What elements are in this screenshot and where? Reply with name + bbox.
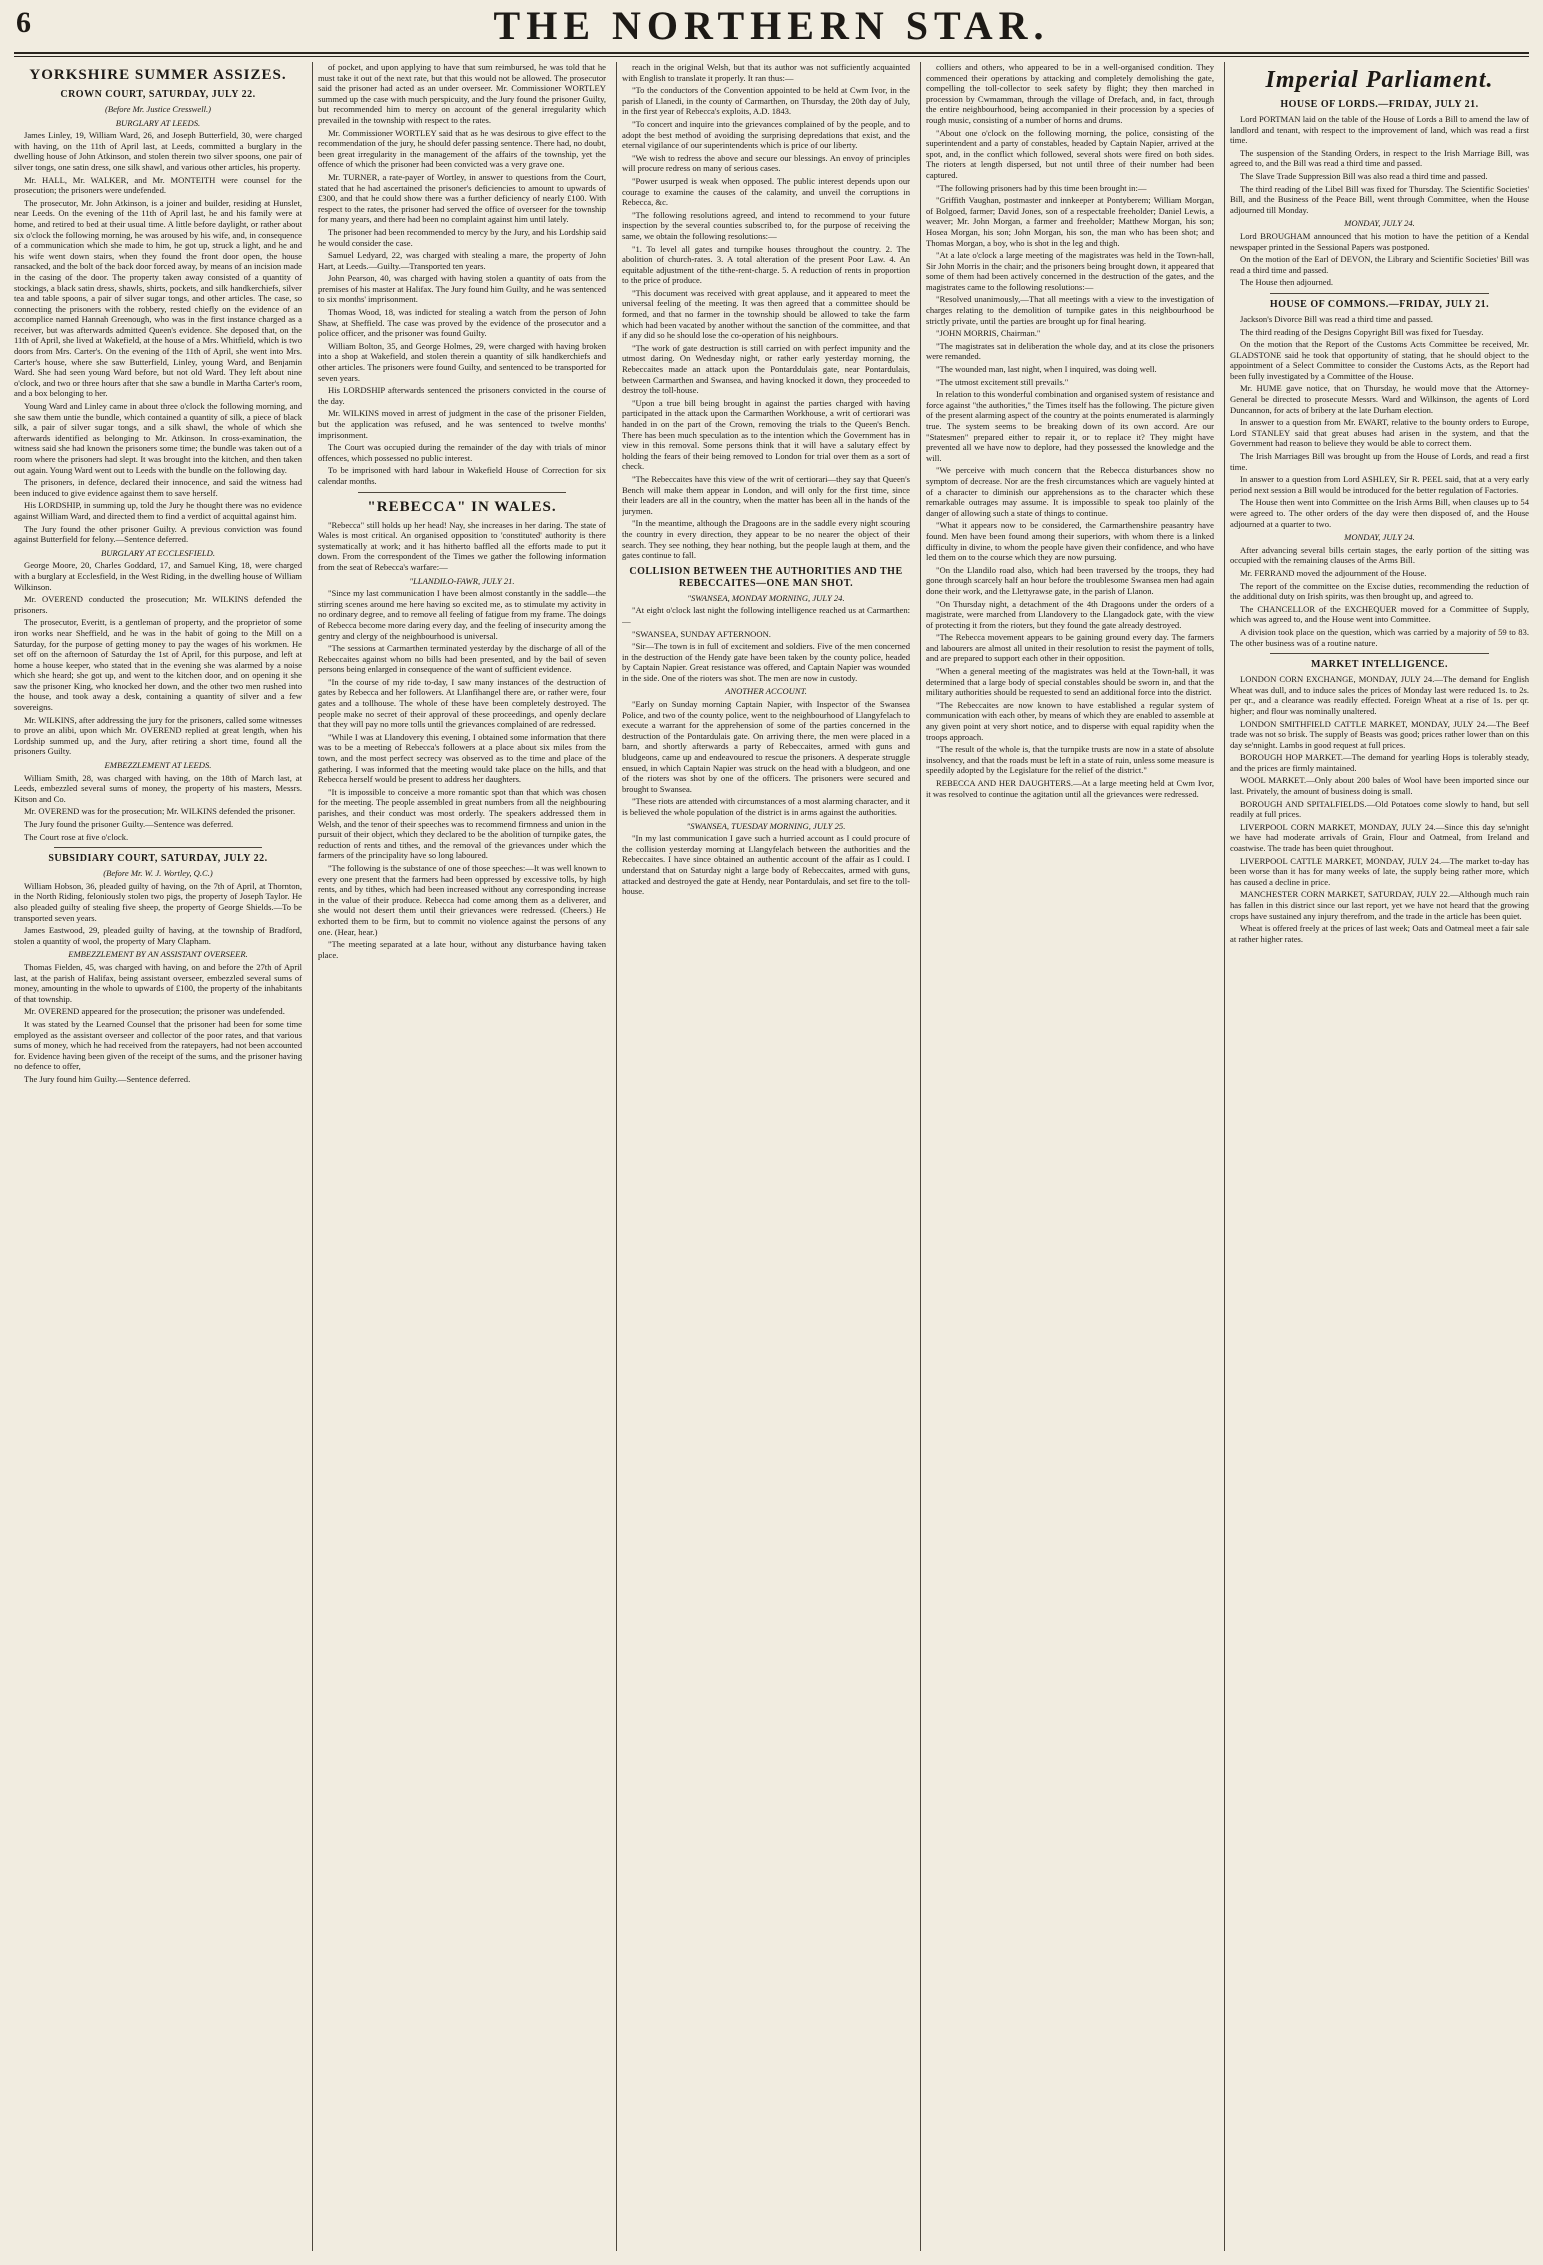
article-paragraph: Mr. HALL, Mr. WALKER, and Mr. MONTEITH were counsel for the prosecution; the prisoners were undefended.: [14, 174, 302, 196]
article-paragraph: "What it appears now to be considered, the Carmarthenshire peasantry have found. Men have been found among their superiors, with whom there is a linked difficulty in divine, to whom the people have given their confidence, and who have led them on to the course which they are now pursuing.: [926, 520, 1214, 563]
article-paragraph: "On the Llandilo road also, which had been traversed by the troops, they had gone through scarcely half an hour before the troublesome Swansea men had again done their work, and the Llettyrawse gate, in the parish of Llanon.: [926, 564, 1214, 596]
minor-heading: MONDAY, JULY 24.: [1344, 218, 1415, 229]
minor-heading: EMBEZZLEMENT AT LEEDS.: [104, 760, 212, 771]
article-paragraph: James Linley, 19, William Ward, 26, and Joseph Butterfield, 30, were charged with having, on the 11th of April last, at Leeds, committed a burglary in the dwelling house of John Atkinson, and stolen therein two silver spoons, one pair of silver tongs, one satin dress, one silk shawl, and various other articles, his property.: [14, 130, 302, 172]
column-5: [1230, 62, 1529, 2251]
article-paragraph: Mr. FERRAND moved the adjournment of the House.: [1240, 567, 1427, 578]
article-paragraph: George Moore, 20, Charles Goddard, 17, and Samuel King, 18, were charged with a burglary at Ecclesfield, in the West Riding, in the dwelling house of William Wilkinson.: [14, 560, 302, 592]
article-paragraph: colliers and others, who appeared to be in a well-organised condition. They commenced their operations by attacking and completely demolishing the gate, compelling the toll-collector to seek safety by flight; they then marched in procession by Cwmamman, through the village of Drefach, and, in fact, through the entire neighbourhood, being accompanied in their procession by a species of rough music, consisting of a number of horns and drums.: [926, 62, 1214, 125]
article-paragraph: REBECCA AND HER DAUGHTERS.—At a large meeting held at Cwm Ivor, it was resolved to continue the agitation until all the grievances were redressed.: [926, 778, 1214, 799]
article-paragraph: "About one o'clock on the following morning, the police, consisting of the superintendent and a party of constables, headed by Captain Napier, arrived at the spot, and, in the conflict which followed, several shots were fired on both sides. The rioters at length dispersed, but not until three of their number had been captured.: [926, 127, 1214, 180]
article-paragraph: Mr. OVEREND was for the prosecution; Mr. WILKINS defended the prisoner.: [24, 806, 296, 817]
article-paragraph: Mr. OVEREND appeared for the prosecution; the prisoner was undefended.: [24, 1006, 285, 1017]
article-paragraph: "The Rebeccaites are now known to have established a regular system of communication with each other, by means of which they are enabled to assemble at any given point at very short notice, and to disperse with equal rapidity when the troops approach.: [926, 699, 1214, 742]
minor-heading: BURGLARY AT ECCLESFIELD.: [100, 547, 216, 558]
subheading: HOUSE OF COMMONS.—FRIDAY, JULY 21.: [1269, 298, 1490, 310]
article-paragraph: of pocket, and upon applying to have that sum reimbursed, he was told that he must take it out of the next rate, but that this would not be allowed. The prosecutor said the prisoner had acted as an under overseer. Mr. Commissioner WORTLEY summed up the case with much perspicuity, and the Jury found the prisoner Guilty, but recommended him to mercy on account of the general irregularity which prevailed in the township with respect to the rates.: [318, 62, 606, 125]
article-paragraph: "Resolved unanimously,—That all meetings with a view to the investigation of charges relating to the demolition of turnpike gates in this neighbourhood be strictly private, until the parties are brought up for final hearing.: [926, 294, 1214, 326]
article-paragraph: Jackson's Divorce Bill was read a third time and passed.: [1240, 313, 1433, 324]
article-paragraph: His LORDSHIP, in summing up, told the Jury he thought there was no evidence against William Ward, and directed them to find a verdict of acquittal against him.: [14, 500, 302, 521]
article-paragraph: "In my last communication I gave such a hurried account as I could procure of the collision yesterday morning at Llangyfelach between the authorities and the Rebeccaites. I have since obtained an authentic account of the affair as I could. I understand that on Saturday night a large body of Rebeccaites, armed with guns, attacked and destroyed the gate at Hendy, near Pontardulais, and set fire to the toll-house.: [622, 833, 910, 897]
article-paragraph: reach in the original Welsh, but that its author was not sufficiently acquainted with English to translate it properly. It ran thus:—: [622, 62, 910, 83]
article-paragraph: In answer to a question from Mr. EWART, relative to the bounty orders to Europe, Lord STANLEY said that great abuses had arisen in the system, and that the Government had reason to believe they would be able to correct them.: [1230, 417, 1529, 449]
column-3: [622, 62, 910, 2251]
article-paragraph: The prisoner had been recommended to mercy by the Jury, and his Lordship said he would consider the case.: [318, 226, 606, 248]
column-divider: [1224, 62, 1225, 2251]
article-paragraph: The third reading of the Libel Bill was fixed for Thursday. The Scientific Societies' Bill, and the Business of the Peace Bill, went through Committee, when the House adjourned till Monday.: [1230, 183, 1529, 215]
subheading: CROWN COURT, SATURDAY, JULY 22.: [60, 89, 256, 100]
article-paragraph: "1. To level all gates and turnpike houses throughout the country. 2. The abolition of church-rates. 3. A total alteration of the present Poor Law. 4. An equitable adjustment of the tithe-rent-charge. 5. A reduction of rents in proportion to the price of produce.: [622, 243, 910, 286]
article-paragraph: Young Ward and Linley came in about three o'clock the following morning, and she saw them untie the bundle, which contained a quantity of silk, a piece of black silk, a pair of silver sugar tongs, and a silk shawl, the whole of which she afterwards identified as belonging to Mr. Atkinson. In cross-examination, the witness said she had known the prisoners some time; the bundle was taken out of a room where the prisoners had slept. It was brought into the kitchen, and then taken out again. Young Ward went out to Leeds with the bundle on the following day.: [14, 401, 302, 475]
article-paragraph: The Court was occupied during the remainder of the day with trials of minor offences, which possessed no public interest.: [318, 442, 606, 463]
article-paragraph: "While I was at Llandovery this evening, I obtained some information that there was to be a meeting of Rebecca's followers at a place about six miles from the town, and the most perfect secrecy was observed as to the time and place of the gathering. I was informed that the meeting would take place on the hills, and that Rebecca herself would be present to address her daughters.: [318, 731, 606, 785]
article-paragraph: "On Thursday night, a detachment of the 4th Dragoons under the orders of a magistrate, were marched from Llandovery to the Llangadock gate, with the view of protecting it from the rioters, but they found the gate already destroyed.: [926, 598, 1214, 630]
article-paragraph: The report of the committee on the Excise duties, recommending the reduction of the additional duty on Irish spirits, was then brought up, and agreed to.: [1230, 580, 1529, 602]
header-rule: [14, 52, 1529, 54]
article-paragraph: John Pearson, 40, was charged with having stolen a quantity of oats from the premises of his master at Halifax. The Jury found him Guilty, and he was sentenced to six months' imprisonment.: [318, 273, 606, 305]
article-paragraph: Mr. OVEREND conducted the prosecution; Mr. WILKINS defended the prisoners.: [14, 594, 302, 615]
article-paragraph: "The magistrates sat in deliberation the whole day, and at its close the prisoners were remanded.: [926, 340, 1214, 362]
article-paragraph: Samuel Ledyard, 22, was charged with stealing a mare, the property of John Hart, at Leeds.—Guilty.—Transported ten years.: [318, 250, 606, 271]
page-number: 6: [16, 6, 31, 39]
column-1: [14, 62, 302, 2251]
section-separator: [54, 847, 262, 848]
article-paragraph: "We perceive with much concern that the Rebecca disturbances show no symptom of decrease. Nor are the fresh circumstances which are vaguely hinted at of a character to diminish our apprehensions as to the character which these remarkable outrages may assume. It is impossible to speak too plainly of the danger of allowing such a state of things to continue.: [926, 465, 1214, 518]
article-paragraph: It was stated by the Learned Counsel that the prisoner had been for some time employed as the assistant overseer and collector of the poor rates, and that various sums of money, which he had received from the ratepayers, had not been accounted for. Evidence having been given of the receipt of the sums, and the prisoner having no defence to offer,: [14, 1018, 302, 1072]
minor-heading: MONDAY, JULY 24.: [1344, 532, 1415, 543]
header-rule-thin: [14, 56, 1529, 57]
article-paragraph: "It is impossible to conceive a more romantic spot than that which was chosen for the meeting. The people assembled in great numbers from all the neighbouring parishes, and their conduct was most orderly. The speakers addressed them in Welsh, and the tenor of their speeches was to recommend firmness and union in the pursuit of their object, which they declared to be the abolition of turnpike gates, the reduction of rents and tithes, and the removal of the grievances under which the farmers of the principality have so long laboured.: [318, 786, 606, 861]
article-paragraph: BOROUGH AND SPITALFIELDS.—Old Potatoes come slowly to hand, but sell readily at full prices.: [1230, 798, 1529, 820]
article-paragraph: A division took place on the question, which was carried by a majority of 59 to 83. The other business was of a routine nature.: [1230, 626, 1529, 648]
article-paragraph: BOROUGH HOP MARKET.—The demand for yearling Hops is tolerably steady, and the prices are firmly maintained.: [1230, 752, 1529, 773]
section-separator: [1270, 653, 1489, 654]
article-paragraph: William Hobson, 36, pleaded guilty of having, on the 7th of April, at Thornton, in the North Riding, feloniously stolen two pigs, the property of Joseph Taylor. He also pleaded guilty of stealing five sheep, the property of George Shields.—To be transported seven years.: [14, 880, 302, 923]
column-divider: [920, 62, 921, 2251]
article-paragraph: After advancing several bills certain stages, the early portion of the sitting was occupied with the remaining clauses of the Arms Bill.: [1230, 544, 1529, 566]
article-paragraph: "The result of the whole is, that the turnpike trusts are now in a state of absolute insolvency, and that the roads must be left in a state of ruin, unless some measure is speedily adopted by the Legislature for the relief of the district.": [926, 744, 1214, 776]
article-paragraph: Mr. HUME gave notice, that on Thursday, he would move that the Attorney-General be directed to prosecute Messrs. Ward and Wilkinson, the agents of Lord Duncannon, for acts of bribery at the late Durham election.: [1230, 383, 1529, 415]
article-paragraph: "Upon a true bill being brought in against the parties charged with having participated in the attack upon the Carmarthen Workhouse, a writ of certiorari was handed in on the part of the Crown, removing the trials to the Queen's Bench. There has been much speculation as to the intention which the Government has in view in this removal. Some persons think that it will have a salutary effect by holding the fears of their being removed to London for trial over them as a sort of check.: [622, 397, 910, 472]
article-paragraph: Lord BROUGHAM announced that his motion to have the petition of a Kendal newspaper printed in the Sessional Papers was postponed.: [1230, 230, 1529, 252]
article-paragraph: "The utmost excitement still prevails.": [936, 376, 1069, 387]
article-paragraph: LIVERPOOL CATTLE MARKET, MONDAY, JULY 24.—The market to-day has been worse than it has for many weeks of late, the supply being rather more, which has caused a decline in price.: [1230, 855, 1529, 887]
article-paragraph: The House then adjourned.: [1240, 277, 1334, 288]
article-paragraph: "Rebecca" still holds up her head! Nay, she increases in her daring. The state of Wales is most critical. An organised opposition to 'constituted' authority is there systematically at work; and it has hitherto baffled all the efforts made to put it down. From the correspondent of the Times we gather the following information from the seat of Rebecca's warfare:—: [318, 519, 606, 572]
article-paragraph: LONDON CORN EXCHANGE, MONDAY, JULY 24.—The demand for English Wheat was dull, and to induce sales the prices of Monday last were reduced 1s. to 2s. per qr., and a clearance was readily effected. Foreign Wheat at a rise of 1s. per qr. higher; and flour was nominally unaltered.: [1230, 674, 1529, 716]
article-paragraph: MANCHESTER CORN MARKET, SATURDAY, JULY 22.—Although much rain has fallen in this district since our last report, yet we have not heard that the growing crops have sustained any injury therefrom, and the trade in the article has been quiet.: [1230, 889, 1529, 921]
article-paragraph: WOOL MARKET.—Only about 200 bales of Wool have been imported since our last. Privately, the amount of business doing is small.: [1230, 775, 1529, 797]
article-paragraph: The Jury found the other prisoner Guilty. A previous conviction was found against Butterfield for felony.—Sentence deferred.: [14, 523, 302, 545]
article-paragraph: "The sessions at Carmarthen terminated yesterday by the discharge of all of the Rebeccaites against whom no bills had been presented, and by the bail of seven persons being enlarged in consequence of the want of sufficient evidence.: [318, 643, 606, 675]
article-paragraph: On the motion that the Report of the Customs Acts Committee be received, Mr. GLADSTONE said he took that opportunity of stating, that he should object to the appointment of a Select Committee to consider the Customs Acts, as the Report had been fully investigated by a Committee of the House.: [1230, 339, 1529, 381]
article-paragraph: "Sir—The town is in full of excitement and soldiers. Five of the men concerned in the destruction of the Hendy gate have been taken by the county police, headed by Captain Napier. Great resistance was offered, and Captain Napier was wounded in the side. One of the rioters was shot. The men are now in custody.: [622, 641, 910, 683]
article-paragraph: The Irish Marriages Bill was brought up from the House of Lords, and read a first time.: [1230, 451, 1529, 472]
article-paragraph: "The following prisoners had by this time been brought in:—: [936, 182, 1147, 193]
article-paragraph: William Smith, 28, was charged with having, on the 18th of March last, at Leeds, embezzled several sums of money, the property of his masters, Messrs. Kitson and Co.: [14, 772, 302, 804]
article-paragraph: The CHANCELLOR of the EXCHEQUER moved for a Committee of Supply, which was agreed to, and the House went into Committee.: [1230, 603, 1529, 625]
subheading: MARKET INTELLIGENCE.: [1310, 659, 1449, 671]
article-paragraph: LIVERPOOL CORN MARKET, MONDAY, JULY 24.—Since this day se'nnight we have had moderate arrivals of Grain, Flour and Oatmeal, from Ireland and coastwise. The trade has been quiet throughout.: [1230, 821, 1529, 854]
article-paragraph: "Since my last communication I have been almost constantly in the saddle—the stirring scenes around me here having so excited me, as to stimulate my activity in no ordinary degree, and to remove all feeling of fatigue from my frame. The doings of Rebecca become more daring every day, and the feeling of insecurity among the gentry and clergy of the neighbourhood is universal.: [318, 588, 606, 641]
article-paragraph: "The meeting separated at a late hour, without any disturbance having taken place.: [318, 939, 606, 960]
minor-heading: (Before Mr. Justice Cresswell.): [104, 104, 212, 114]
article-paragraph: The prosecutor, Everitt, is a gentleman of property, and the proprietor of some iron works near Sheffield, and he was in the habit of going to the Mill on a Saturday, for the purpose of getting money to pay the wages of his workmen. He set off on the afternoon of Saturday the 1st of April, for this purpose, and left at home a house keeper, who stated that in the evening she was alarmed by a noise which she heard; she got up, and went to the kitchen door, and on opening it she saw the prisoner King, who knocked her down, and the other two men rushed into the house, and took away a desk, containing a quantity of silver and a few sovereigns.: [14, 617, 302, 713]
article-paragraph: "In the course of my ride to-day, I saw many instances of the destruction of gates by Rebecca and her followers. At Llanfihangel there are, or rather were, four gates and a tollhouse. The whole of these have been completely destroyed. The people make no secret of their approval of these proceedings, and openly declare that they will pay no more tolls until the grievances complained of are redressed.: [318, 676, 606, 730]
article-paragraph: LONDON SMITHFIELD CATTLE MARKET, MONDAY, JULY 24.—The Beef trade was not so brisk. The supply of Beasts was good; prices rather lower than on this day se'nnight. Lambs in good request at full prices.: [1230, 718, 1529, 750]
subheading: SUBSIDIARY COURT, SATURDAY, JULY 22.: [48, 853, 268, 865]
article-paragraph: "JOHN MORRIS, Chairman.": [936, 328, 1041, 339]
article-paragraph: "At a late o'clock a large meeting of the magistrates was held in the Town-hall, Sir John Morris in the chair; and the prisoners being brought down, it appeared that some of them had been actively concerned in the destruction of the gates, and the magistrates came to the following resolutions:—: [926, 250, 1214, 292]
article-paragraph: "To the conductors of the Convention appointed to be held at Cwm Ivor, in the parish of Llanedi, in the county of Carmarthen, on Thursday, the 20th day of July, in the first year of Rebecca's exploits, A.D. 1843.: [622, 85, 910, 117]
article-paragraph: "To concert and inquire into the grievances complained of by the people, and to adopt the best method of avoiding the surprising depredations that exist, and the eternal vigilance of our superintendents which is price of our liberty.: [622, 118, 910, 151]
article-paragraph: "We wish to redress the above and secure our blessings. An envoy of principles will procure redress on many of serious cases.: [622, 152, 910, 174]
article-paragraph: Mr. TURNER, a rate-payer of Wortley, in answer to questions from the Court, stated that he had ascertained the prisoner's deficiencies to amount to upwards of £300, and that he could show there was a further deficiency of nearly £100. With respect to the rates, the prisoner had served the office of overseer for the township for many years, and there had been no complaint against him until lately.: [318, 171, 606, 225]
article-paragraph: "SWANSEA, SUNDAY AFTERNOON.: [632, 628, 771, 639]
minor-heading: "SWANSEA, MONDAY MORNING, JULY 24.: [687, 592, 845, 603]
article-paragraph: The Jury found him Guilty.—Sentence deferred.: [24, 1073, 191, 1084]
article-paragraph: In relation to this wonderful combination and organised system of resistance and force against "the authorities," the Times itself has the following. The picture given of the present alarming aspect of the country at the points enumerated is alarmingly true. The system seems to be breaking down of its own accord. Are our "Statesmen" prepared either to repair it, or to replace it? They might have prevented all we have now to deplore, had they possessed the knowledge and the will.: [926, 389, 1214, 463]
article-paragraph: To be imprisoned with hard labour in Wakefield House of Correction for six calendar months.: [318, 465, 606, 486]
article-paragraph: The suspension of the Standing Orders, in respect to the Irish Marriage Bill, was agreed to, and the Bill was read a third time and passed.: [1230, 147, 1529, 169]
article-paragraph: William Bolton, 35, and George Holmes, 29, were charged with having broken into a shop at Wakefield, and stolen therein a quantity of silk handkerchiefs and other articles. The prisoners were found Guilty, and sentenced to be transported for seven years.: [318, 340, 606, 383]
minor-heading: (Before Mr. W. J. Wortley, Q.C.): [103, 868, 213, 879]
article-paragraph: "The following resolutions agreed, and intend to recommend to your future inspection by the several counties subscribed to, for the purpose of receiving the same, we obtain the following resolutions:—: [622, 209, 910, 241]
subheading: COLLISION BETWEEN THE AUTHORITIES AND THE REBECCAITES—ONE MAN SHOT.: [629, 565, 903, 589]
section-heading: YORKSHIRE SUMMER ASSIZES.: [29, 67, 287, 83]
subheading: HOUSE OF LORDS.—FRIDAY, JULY 21.: [1280, 99, 1479, 110]
section-heading: Imperial Parliament.: [1265, 67, 1494, 93]
article-paragraph: Thomas Wood, 18, was indicted for stealing a watch from the person of John Shaw, at Sheffield. The case was proved by the evidence of the prosecutor and a police officer, and the prisoner was found Guilty.: [318, 307, 606, 339]
minor-heading: "LLANDILO-FAWR, JULY 21.: [409, 575, 515, 586]
section-separator: [358, 492, 566, 493]
article-paragraph: The third reading of the Designs Copyright Bill was fixed for Tuesday.: [1240, 326, 1484, 337]
article-paragraph: "The wounded man, last night, when I inquired, was doing well.: [936, 364, 1157, 375]
article-paragraph: Thomas Fielden, 45, was charged with having, on and before the 27th of April last, at the parish of Halifax, being assistant overseer, embezzled several sums of money, amounting in the whole to upwards of £100, the property of the inhabitants of that township.: [14, 961, 302, 1004]
article-paragraph: The Court rose at five o'clock.: [24, 831, 129, 842]
minor-heading: EMBEZZLEMENT BY AN ASSISTANT OVERSEER.: [68, 949, 248, 960]
article-paragraph: The Jury found the prisoner Guilty.—Sentence was deferred.: [24, 819, 234, 829]
article-paragraph: The Slave Trade Suppression Bill was also read a third time and passed.: [1240, 170, 1488, 181]
article-paragraph: "These riots are attended with circumstances of a most alarming character, and it is believed the whole population of the district is in arms against the authorities.: [622, 796, 910, 817]
section-separator: [1270, 293, 1489, 294]
section-heading: "REBECCA" IN WALES.: [367, 498, 557, 515]
minor-heading: ANOTHER ACCOUNT.: [725, 686, 807, 697]
article-paragraph: "The work of gate destruction is still carried on with perfect impunity and the utmost daring. On Wednesday night, or rather early yesterday morning, the Rebeccaites made an attack upon the Pontarddulais gate, near Pontardulais, between Carmarthen and Swansea, and having knocked it down, they proceeded to destroy the toll-house.: [622, 342, 910, 396]
article-paragraph: The House then went into Committee on the Irish Arms Bill, when clauses up to 54 were agreed to. The other orders of the day were then disposed of, and the House adjourned at a quarter to two.: [1230, 497, 1529, 529]
column-2: [318, 62, 606, 2251]
article-paragraph: "The following is the substance of one of those speeches:—It was well known to every one present that the farmers had been oppressed by excessive tolls, by high rents, and by tithes, which had been increased without any corresponding increase in the value of their produce. Rebecca had come among them as a deliverer, and she would not desert them until their grievances were redressed. (Cheers.) He exhorted them to be firm, but to commit no violence against the persons of any one. (Hear, hear.): [318, 862, 606, 937]
column-divider: [312, 62, 313, 2251]
column-4: [926, 62, 1214, 2251]
article-paragraph: "Griffith Vaughan, postmaster and innkeeper at Pontyberem; William Morgan, of Bolgoed, farmer; David Jones, son of a respectable freeholder; Daniel Lewis, a weaver; Mr. John Morgan, a farmer and freeholder; Matthew Morgan, his son; Hosea Morgan, his son; John Morgan, his son, the man who has been shot; and Thomas Morgan, a boy, who is shot in the leg and thigh.: [926, 195, 1214, 248]
minor-heading: BURGLARY AT LEEDS.: [115, 117, 201, 128]
column-divider: [616, 62, 617, 2251]
article-paragraph: The prisoners, in defence, declared their innocence, and said the witness had been induced to give evidence against them to save herself.: [14, 477, 302, 498]
article-paragraph: The prosecutor, Mr. John Atkinson, is a joiner and builder, residing at Hunslet, near Leeds. On the evening of the 11th of April last, he and his family were at home, and retired to bed at their usual time. A little before daylight, or rather about six o'clock the following morning, he was aroused by his wife, and, in consequence of a communication which she made to him, he got up, struck a light, and he and his wife went down stairs, when they found the front door open, the house ransacked, and the bolt of the back door forced away, by means of an incision made in the casing of the door. The property taken away consisted of a quantity of stockings, a black satin dress, shawls, shirts, pockets, and silk handkerchiefs, silver tea and table spoons, a pair of silver sugar tongs, and other articles. The case, so connecting the prisoners with the robbery, rested chiefly on the evidence of an accomplice named Hannah Greenough, who was in the first instance charged as a receiver, but was afterwards admitted Queen's evidence. She deposed that, on the 11th of April, she lived at Wakefield, at the house of a Mrs. Whitfield, which is two doors from Mrs. Carter's. On the evening of the 11th of April, she went into Mrs. Carter's house, where she saw Butterfield, Linley, young Ward, and Benjamin Ward. She had seen young Ward before, but not old Ward. They left about nine o'clock, and two or three hours after that she saw a bundle in Martha Carter's room, and a box belonging to her.: [14, 197, 302, 399]
article-paragraph: "The Rebecca movement appears to be gaining ground every day. The farmers and labourers are almost all united in their resolution to resist the payment of tolls, and are prepared to support each other in their opposition.: [926, 632, 1214, 664]
article-paragraph: "Early on Sunday morning Captain Napier, with Inspector of the Swansea Police, and two of the county police, went to the neighbourhood of Llangyfelach to execute a warrant for the apprehension of some of the parties concerned in the destruction of the Pontardulais gate. On arriving there, the men were placed in a barn, and shortly afterwards a party of Rebeccaites, armed with guns and bludgeons, came up and endeavoured to rescue the prisoners. A desperate struggle ensued, in which Captain Napier was struck on the head with a bludgeon, and one of the rioters was shot by one of the officers. The prisoners were secured and brought to Swansea.: [622, 699, 910, 794]
article-paragraph: Mr. WILKINS moved in arrest of judgment in the case of the prisoner Fielden, but the application was refused, and he was sentenced to twelve months' imprisonment.: [318, 408, 606, 440]
article-paragraph: "In the meantime, although the Dragoons are in the saddle every night scouring the country in every direction, they appear to be no nearer the object of their search. They see nothing, they hear nothing, but the people laugh at them, and the gates continue to fall.: [622, 518, 910, 561]
paper-title: THE NORTHERN STAR.: [493, 3, 1050, 48]
masthead: [0, 0, 1543, 48]
article-paragraph: On the motion of the Earl of DEVON, the Library and Scientific Societies' Bill was read a third time and passed.: [1230, 254, 1529, 275]
article-paragraph: His LORDSHIP afterwards sentenced the prisoners convicted in the course of the day.: [318, 385, 606, 406]
minor-heading: "SWANSEA, TUESDAY MORNING, JULY 25.: [686, 820, 846, 831]
article-paragraph: "The Rebeccaites have this view of the writ of certiorari—they say that Queen's Bench will make them appear in London, and will only for the first time, since their leaders are all in the country, when the matter has been all in the hands of the jurymen.: [622, 473, 910, 516]
article-paragraph: "When a general meeting of the magistrates was held at the Town-hall, it was determined that a large body of special constables should be sworn in, and that the military authorities should be requested to send an additional force into the district.: [926, 666, 1214, 698]
article-paragraph: Mr. Commissioner WORTLEY said that as he was desirous to give effect to the recommendation of the jury, he should defer passing sentence. There had, no doubt, been great irregularity in the management of the affairs of the township, yet the offence of which the prisoner had been convicted was a very grave one.: [318, 127, 606, 170]
article-paragraph: In answer to a question from Lord ASHLEY, Sir R. PEEL said, that at a very early period next session a Bill would be introduced for the better regulation of Factories.: [1230, 474, 1529, 495]
article-paragraph: James Eastwood, 29, pleaded guilty of having, at the township of Bradford, stolen a quantity of wool, the property of Mary Clapham.: [14, 925, 302, 946]
article-paragraph: Mr. WILKINS, after addressing the jury for the prisoners, called some witnesses to prove an alibi, upon which Mr. OVEREND replied at great length, when his Lordship summed up, and the Jury, after retiring a short time, found all the prisoners Guilty.: [14, 714, 302, 757]
article-paragraph: "Power usurped is weak when opposed. The public interest depends upon our courage to examine the causes of the calamity, and unveil the corruptions in Rebecca, &c.: [622, 175, 910, 208]
article-paragraph: Lord PORTMAN laid on the table of the House of Lords a Bill to amend the law of landlord and tenant, with respect to the improvement of land, which was read a first time.: [1230, 114, 1529, 146]
article-paragraph: "This document was received with great applause, and it appeared to meet the universal feeling of the meeting. It was then agreed that a committee should be formed, and that no farmer in the township should be allowed to take the farm which had been vacated by another without the sanction of the committee, and that if any did so he should lose the co-operation of his neighbours.: [622, 287, 910, 341]
article-paragraph: "At eight o'clock last night the following intelligence reached us at Carmarthen:—: [622, 605, 910, 626]
article-paragraph: Wheat is offered freely at the prices of last week; Oats and Oatmeal meet a fair sale at rather higher rates.: [1230, 923, 1529, 944]
